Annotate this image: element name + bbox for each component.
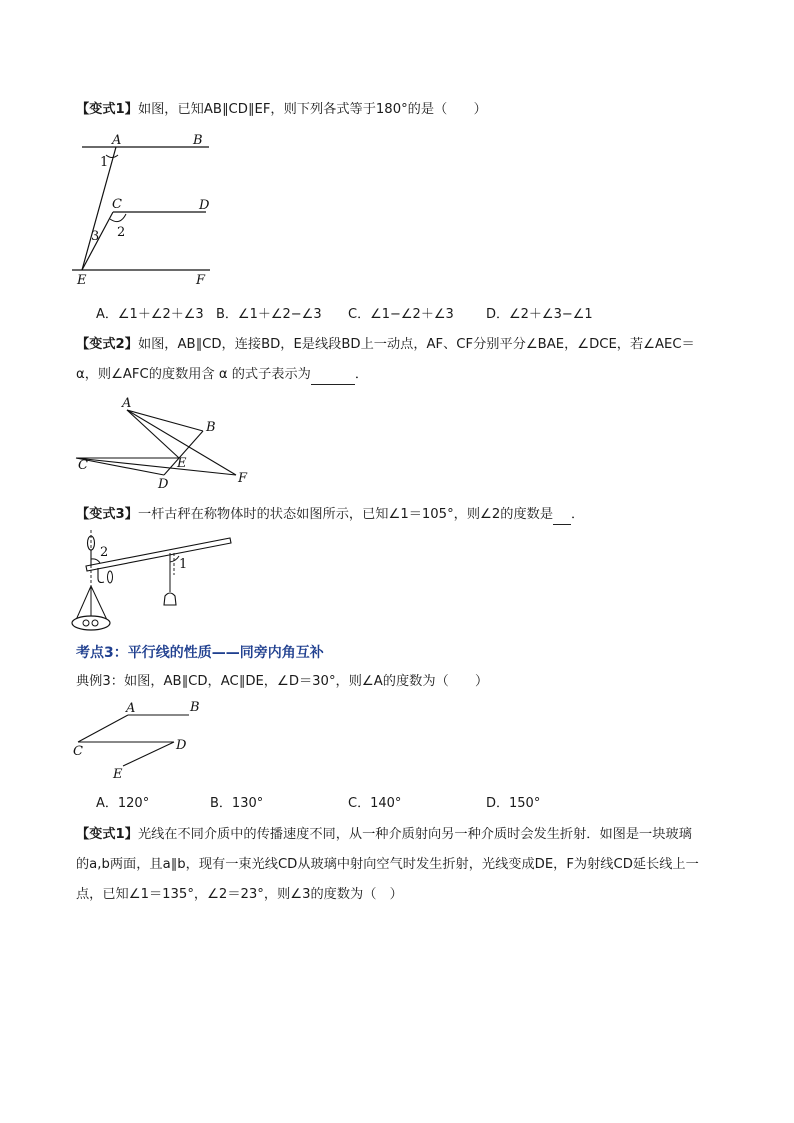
v1-option-b[interactable]: B．∠1＋∠2−∠3 — [216, 307, 322, 322]
ex3-label-d: D — [176, 738, 187, 753]
v2-label-f: F — [238, 471, 248, 486]
v1-text: 如图，已知AB∥CD∥EF，则下列各式等于180°的是（ ） — [137, 102, 487, 117]
v2-label-e: E — [177, 456, 187, 471]
v1-label-a: A — [112, 133, 122, 148]
ex3-line-de — [123, 742, 174, 766]
v4-question-line2: 的a,b两面，且a∥b，现有一束光线CD从玻璃中射向空气时发生折射，光线变成DE，F为射线CD延长线上一 — [76, 857, 699, 872]
v3-text-b: ． — [571, 507, 585, 522]
v2-line2b: ． — [354, 367, 369, 382]
v2-label-d: D — [158, 477, 169, 492]
v1-angle-3: 3 — [91, 229, 100, 244]
v3-text-a: 一杆古秤在称物体时的状态如图所示，已知∠1＝105°，则∠2的度数是 — [137, 507, 554, 522]
v1-label-b: B — [193, 133, 203, 148]
v1-label-d: D — [199, 198, 210, 213]
v2-label-a: A — [122, 396, 132, 411]
v1-angle-2: 2 — [117, 225, 126, 240]
v1-tag: 【变式1】 — [76, 102, 138, 117]
ex3-label-c: C — [73, 744, 83, 759]
v1-option-d[interactable]: D．∠2＋∠3−∠1 — [486, 307, 593, 322]
v3-angle-1: 1 — [179, 557, 188, 572]
ex3-tag: 典例3： — [76, 674, 124, 689]
v1-label-c: C — [112, 197, 122, 212]
v1-option-a[interactable]: A．∠1＋∠2＋∠3 — [96, 307, 204, 322]
v1-label-e: E — [77, 273, 87, 288]
ex3-label-b: B — [190, 700, 200, 715]
ex3-label-a: A — [126, 701, 136, 716]
v4-question-line3: 点，已知∠1＝135°，∠2＝23°，则∠3的度数为（ ） — [76, 887, 403, 902]
ex3-option-d[interactable]: D．150° — [486, 796, 541, 811]
v3-angle-2: 2 — [100, 545, 109, 560]
ex3-option-b[interactable]: B．130° — [210, 796, 264, 811]
ex3-line-ac — [78, 715, 128, 742]
ex3-label-e: E — [113, 767, 123, 782]
section-title: 考点3：平行线的性质——同旁内角互补 — [76, 645, 324, 661]
v4-line1: 光线在不同介质中的传播速度不同，从一种介质射向另一种介质时会发生折射．如图是一块玻璃 — [137, 827, 692, 842]
v1-angle-1: 1 — [100, 155, 109, 170]
v4-tag: 【变式1】 — [76, 827, 138, 842]
v1-label-f: F — [196, 273, 206, 288]
v2-line1: 如图，AB∥CD，连接BD，E是线段BD上一动点，AF、CF分别平分∠BAE，∠DCE，若∠AEC＝ — [137, 337, 695, 352]
v2-label-c: C — [78, 458, 88, 473]
v4-question-line1 — [76, 826, 692, 844]
v3-tag: 【变式3】 — [76, 507, 138, 522]
ex3-text: 如图，AB∥CD，AC∥DE，∠D＝30°，则∠A的度数为（ ） — [123, 674, 489, 689]
v2-line2a: α，则∠AFC的度数用含 α 的式子表示为 — [76, 367, 311, 382]
v2-label-b: B — [206, 420, 216, 435]
v1-option-c[interactable]: C．∠1−∠2＋∠3 — [348, 307, 454, 322]
v2-tag: 【变式2】 — [76, 337, 138, 352]
ex3-option-c[interactable]: C．140° — [348, 796, 402, 811]
ex3-option-a[interactable]: A．120° — [96, 796, 150, 811]
